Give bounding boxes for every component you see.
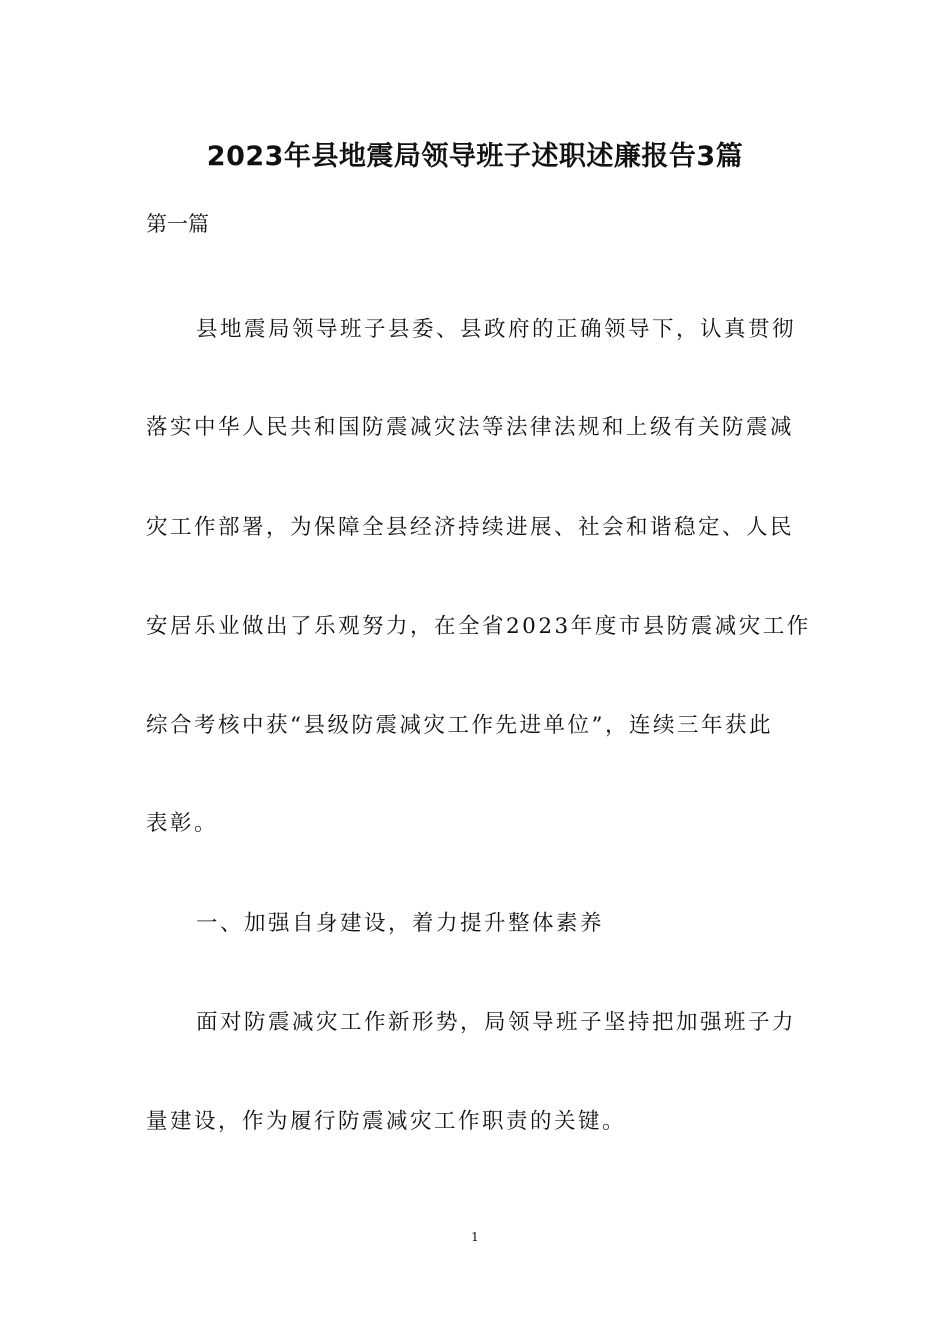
paragraph-line: 安居乐业做出了乐观努力，在全省2023年度市县防震减灾工作: [146, 614, 811, 639]
page-number: 1: [471, 1230, 479, 1244]
paragraph-line: 量建设，作为履行防震减灾工作职责的关键。: [146, 1109, 627, 1134]
document-title: 2023年县地震局领导班子述职述廉报告3篇: [206, 141, 744, 172]
paragraph-line: 落实中华人民共和国防震减灾法等法律法规和上级有关防震减: [146, 415, 795, 440]
paragraph-line: 表彰。: [146, 811, 219, 836]
paragraph-line: 灾工作部署，为保障全县经济持续进展、社会和谐稳定、人民: [146, 515, 795, 540]
section-heading: 一、加强自身建设，着力提升整体素养: [196, 911, 605, 936]
section-label: 第一篇: [146, 212, 209, 236]
paragraph-line: 面对防震减灾工作新形势，局领导班子坚持把加强班子力: [196, 1010, 797, 1035]
paragraph-line: 综合考核中获“县级防震减灾工作先进单位”，连续三年获此: [146, 713, 773, 738]
paragraph-line: 县地震局领导班子县委、县政府的正确领导下，认真贯彻: [196, 317, 797, 342]
